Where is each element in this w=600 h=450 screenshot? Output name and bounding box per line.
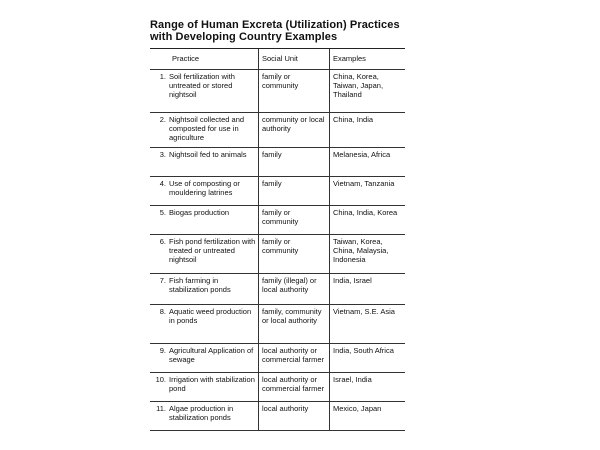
row-number: 10. [155, 375, 166, 384]
row-number: 6. [159, 237, 166, 246]
social-unit-cell: family (illegal) or local authority [262, 276, 317, 294]
social-unit-cell: family, community or local authority [262, 307, 322, 325]
column-divider [258, 177, 259, 205]
practice-text: Agricultural Application of sewage [169, 346, 254, 364]
row-number: 5. [159, 208, 166, 217]
social-unit-cell: local authority or commercial farmer [262, 375, 325, 393]
examples-cell: China, Korea, Taiwan, Japan, Thailand [333, 72, 384, 99]
page-title [150, 19, 440, 43]
column-divider [258, 235, 259, 273]
column-divider [329, 177, 330, 205]
social-unit-cell: family [262, 150, 282, 159]
header-examples: Examples [333, 54, 366, 63]
column-divider [329, 49, 330, 69]
social-unit-cell: family or community [262, 208, 299, 226]
practice-text: Aquatic weed production in ponds [169, 307, 252, 325]
column-divider [258, 148, 259, 176]
practice-cell [150, 402, 258, 430]
examples-cell: Vietnam, S.E. Asia [333, 307, 395, 316]
examples-cell: Mexico, Japan [333, 404, 382, 413]
column-divider [329, 113, 330, 147]
practice-cell [150, 373, 258, 401]
column-divider [329, 148, 330, 176]
column-divider [258, 305, 259, 343]
practice-cell [150, 148, 258, 176]
social-unit-cell: community or local authority [262, 115, 325, 133]
column-divider [329, 235, 330, 273]
examples-cell: Vietnam, Tanzania [333, 179, 395, 188]
header-social-unit: Social Unit [262, 54, 298, 63]
practice-cell [150, 206, 258, 234]
header-practice: Practice [172, 54, 200, 63]
column-divider [329, 344, 330, 372]
row-number: 8. [159, 307, 166, 316]
column-divider [258, 274, 259, 304]
row-number: 1. [159, 72, 166, 81]
practice-text: Nightsoil collected and composted for use in agriculture [169, 115, 245, 142]
practice-cell [150, 177, 258, 205]
title-line-2: with Developing Country Examples [150, 31, 338, 43]
practice-cell [150, 235, 258, 273]
title-line-1: Range of Human Excreta (Utilization) Practices [150, 19, 400, 31]
column-divider [258, 113, 259, 147]
column-divider [258, 49, 259, 69]
column-divider [258, 70, 259, 112]
practice-text: Fish pond fertilization with treated or untreated nightsoil [169, 237, 256, 264]
examples-cell: China, India [333, 115, 374, 124]
examples-cell: Taiwan, Korea, China, Malaysia, Indonesia [333, 237, 389, 264]
table-header [150, 49, 405, 70]
table-row [150, 206, 405, 235]
table-row [150, 274, 405, 305]
practice-cell [150, 274, 258, 304]
social-unit-cell: family or community [262, 237, 299, 255]
row-number: 4. [159, 179, 166, 188]
practice-text: Soil fertilization with untreated or stored nightsoil [169, 72, 235, 99]
column-divider [258, 344, 259, 372]
practice-text: Fish farming in stabilization ponds [169, 276, 231, 294]
examples-cell: India, Israel [333, 276, 372, 285]
column-divider [258, 373, 259, 401]
row-number: 9. [159, 346, 166, 355]
social-unit-cell: family or community [262, 72, 299, 90]
row-number: 11. [156, 404, 166, 413]
column-divider [329, 274, 330, 304]
practice-text: Biogas production [169, 208, 230, 217]
practices-table [150, 48, 405, 431]
table-row [150, 305, 405, 344]
table-row [150, 148, 405, 177]
social-unit-cell: local authority or commercial farmer [262, 346, 325, 364]
social-unit-cell: local authority [262, 404, 309, 413]
social-unit-cell: family [262, 179, 282, 188]
table-row [150, 113, 405, 148]
column-divider [329, 70, 330, 112]
table-row [150, 373, 405, 402]
examples-cell: Melanesia, Africa [333, 150, 391, 159]
practice-cell [150, 113, 258, 147]
table-row [150, 70, 405, 113]
column-divider [329, 402, 330, 430]
table-row [150, 235, 405, 274]
column-divider [329, 373, 330, 401]
practice-cell [150, 70, 258, 112]
practice-cell [150, 344, 258, 372]
table-row [150, 177, 405, 206]
examples-cell: China, India, Korea [333, 208, 398, 217]
column-divider [258, 206, 259, 234]
table-row [150, 344, 405, 373]
column-divider [329, 206, 330, 234]
column-divider [329, 305, 330, 343]
column-divider [258, 402, 259, 430]
practice-text: Use of composting or mouldering latrines [169, 179, 240, 197]
table-body [150, 70, 405, 431]
examples-cell: Israel, India [333, 375, 372, 384]
row-number: 7. [159, 276, 166, 285]
table-row [150, 402, 405, 431]
row-number: 3. [159, 150, 166, 159]
row-number: 2. [159, 115, 166, 124]
practice-text: Nightsoil fed to animals [169, 150, 247, 159]
practice-text: Algae production in stabilization ponds [169, 404, 234, 422]
practice-text: Irrigation with stabilization pond [169, 375, 255, 393]
practice-cell [150, 305, 258, 343]
examples-cell: India, South Africa [333, 346, 394, 355]
